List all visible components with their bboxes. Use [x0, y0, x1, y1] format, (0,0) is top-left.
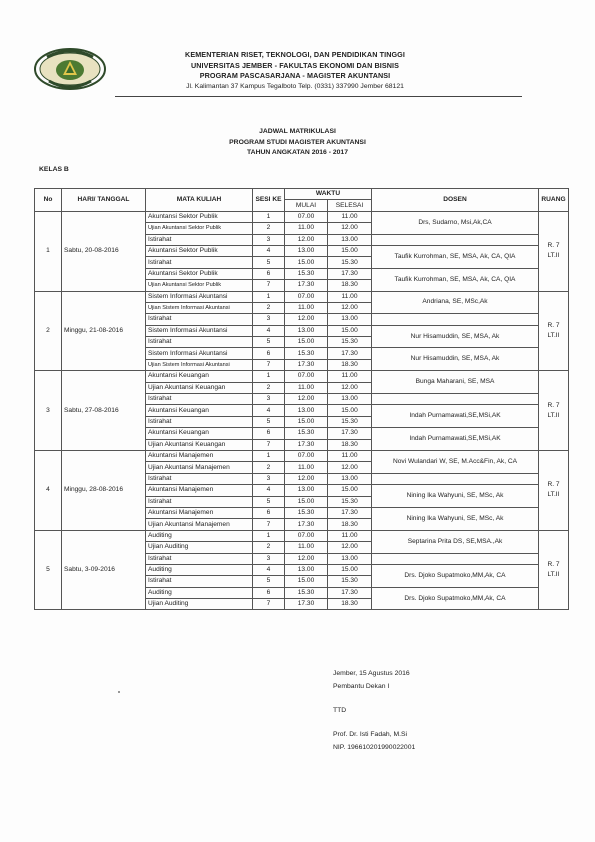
- room: [539, 530, 569, 610]
- time-end: 12.00: [328, 223, 372, 234]
- time-start: 07.00: [285, 291, 328, 302]
- course-name: Akuntansi Sektor Publik: [146, 245, 253, 256]
- course-name: Auditing: [146, 530, 253, 541]
- session-number: 6: [253, 428, 285, 439]
- time-start: 11.00: [285, 542, 328, 553]
- time-start: 17.30: [285, 280, 328, 291]
- lecturer: Andriana, SE, MSc,Ak: [372, 291, 539, 314]
- header-hari: HARI/ TANGGAL: [62, 189, 146, 212]
- time-start: 13.00: [285, 564, 328, 575]
- lecturer: Nining Ika Wahyuni, SE, MSc, Ak: [372, 507, 539, 530]
- time-end: 17.30: [328, 587, 372, 598]
- time-start: 11.00: [285, 462, 328, 473]
- time-end: 11.00: [328, 211, 372, 222]
- course-name: Istirahat: [146, 473, 253, 484]
- session-number: 7: [253, 439, 285, 450]
- time-end: 15.00: [328, 405, 372, 416]
- header-sesi: SESI KE: [253, 189, 285, 212]
- time-end: 12.00: [328, 542, 372, 553]
- signature-position: Pembantu Dekan I: [333, 683, 390, 690]
- session-number: 7: [253, 599, 285, 610]
- university-logo: [33, 47, 107, 91]
- course-name: Sistem Informasi Akuntansi: [146, 348, 253, 359]
- course-name: Auditing: [146, 564, 253, 575]
- time-start: 15.30: [285, 428, 328, 439]
- course-name: Istirahat: [146, 553, 253, 564]
- room: [539, 211, 569, 291]
- lecturer-empty: [372, 473, 539, 484]
- lecturer-empty: [372, 394, 539, 405]
- course-name: Istirahat: [146, 496, 253, 507]
- time-end: 15.30: [328, 416, 372, 427]
- table-row: [35, 211, 569, 222]
- time-start: 11.00: [285, 302, 328, 313]
- session-number: 3: [253, 394, 285, 405]
- course-name: Ujian Akuntansi Keuangan: [146, 439, 253, 450]
- time-start: 17.30: [285, 439, 328, 450]
- time-start: 13.00: [285, 485, 328, 496]
- row-number: 1: [35, 211, 62, 291]
- time-start: 11.00: [285, 223, 328, 234]
- time-end: 15.30: [328, 257, 372, 268]
- letterhead-divider: [115, 96, 522, 97]
- session-number: 5: [253, 257, 285, 268]
- session-number: 5: [253, 337, 285, 348]
- session-number: 7: [253, 519, 285, 530]
- course-name: Istirahat: [146, 416, 253, 427]
- document-title: [0, 127, 595, 159]
- course-name: Istirahat: [146, 576, 253, 587]
- time-end: 15.00: [328, 564, 372, 575]
- row-day-date: Sabtu, 3-09-2016: [62, 530, 146, 610]
- row-day-date: Sabtu, 20-08-2016: [62, 211, 146, 291]
- time-end: 13.00: [328, 314, 372, 325]
- session-number: 6: [253, 507, 285, 518]
- course-name: Istirahat: [146, 257, 253, 268]
- time-start: 12.00: [285, 553, 328, 564]
- time-end: 15.00: [328, 485, 372, 496]
- lecturer: Indah Purnamawati,SE,MSi,AK: [372, 428, 539, 451]
- time-end: 12.00: [328, 302, 372, 313]
- session-number: 1: [253, 291, 285, 302]
- time-start: 07.00: [285, 211, 328, 222]
- room-number: R. 7: [547, 401, 560, 409]
- course-name: Akuntansi Sektor Publik: [146, 211, 253, 222]
- lecturer-empty: [372, 553, 539, 564]
- time-start: 07.00: [285, 530, 328, 541]
- signature-nip: NIP. 196610201990022001: [333, 744, 416, 751]
- room-number: R. 7: [547, 481, 560, 489]
- course-name: Istirahat: [146, 337, 253, 348]
- course-name: Istirahat: [146, 234, 253, 245]
- session-number: 3: [253, 553, 285, 564]
- room-number: R. 7: [547, 561, 560, 569]
- session-number: 4: [253, 325, 285, 336]
- session-number: 7: [253, 359, 285, 370]
- header-selesai: SELESAI: [328, 200, 372, 211]
- session-number: 1: [253, 450, 285, 461]
- row-number: 2: [35, 291, 62, 371]
- time-start: 12.00: [285, 473, 328, 484]
- title-line-2: PROGRAM STUDI MAGISTER AKUNTANSI: [229, 138, 366, 146]
- time-end: 18.30: [328, 599, 372, 610]
- time-start: 13.00: [285, 325, 328, 336]
- row-day-date: Minggu, 28-08-2016: [62, 450, 146, 530]
- session-number: 7: [253, 280, 285, 291]
- letterhead: [150, 50, 440, 92]
- lecturer: Nur Hisamuddin, SE, MSA, Ak: [372, 348, 539, 371]
- course-name: Ujian Akuntansi Sektor Publik: [146, 223, 253, 234]
- signature-ttd: TTD: [333, 707, 347, 714]
- time-end: 18.30: [328, 439, 372, 450]
- time-end: 11.00: [328, 530, 372, 541]
- table-row: [35, 371, 569, 382]
- course-name: Akuntansi Keuangan: [146, 428, 253, 439]
- lecturer-empty: [372, 234, 539, 245]
- time-end: 15.30: [328, 337, 372, 348]
- header-mulai: MULAI: [285, 200, 328, 211]
- time-end: 17.30: [328, 268, 372, 279]
- session-number: 6: [253, 587, 285, 598]
- title-line-1: JADWAL MATRIKULASI: [259, 128, 336, 135]
- course-name: Istirahat: [146, 314, 253, 325]
- lecturer: Novi Wulandari W, SE, M.Acc&Fin, Ak, CA: [372, 450, 539, 473]
- header-waktu: WAKTU: [285, 189, 372, 200]
- course-name: Auditing: [146, 587, 253, 598]
- time-end: 18.30: [328, 519, 372, 530]
- letterhead-ministry: KEMENTERIAN RISET, TEKNOLOGI, DAN PENDIDIKAN TINGGI: [185, 50, 405, 59]
- table-row: [35, 530, 569, 541]
- time-end: 13.00: [328, 553, 372, 564]
- session-number: 4: [253, 245, 285, 256]
- time-start: 15.00: [285, 496, 328, 507]
- session-number: 2: [253, 382, 285, 393]
- schedule-table: [34, 188, 569, 610]
- course-name: Akuntansi Manajemen: [146, 450, 253, 461]
- class-label: KELAS B: [39, 166, 69, 173]
- session-number: 2: [253, 462, 285, 473]
- course-name: Ujian Akuntansi Manajemen: [146, 519, 253, 530]
- course-name: Akuntansi Sektor Publik: [146, 268, 253, 279]
- time-end: 15.30: [328, 576, 372, 587]
- header-no: No: [35, 189, 62, 212]
- time-end: 18.30: [328, 359, 372, 370]
- room-floor: LT.II: [547, 571, 560, 579]
- session-number: 1: [253, 371, 285, 382]
- lecturer-empty: [372, 314, 539, 325]
- lecturer: Nining Ika Wahyuni, SE, MSc, Ak: [372, 485, 539, 508]
- time-end: 11.00: [328, 291, 372, 302]
- session-number: 1: [253, 530, 285, 541]
- lecturer: Drs. Djoko Supatmoko,MM,Ak, CA: [372, 564, 539, 587]
- course-name: Sistem Informasi Akuntansi: [146, 325, 253, 336]
- time-start: 15.30: [285, 268, 328, 279]
- header-ruang: RUANG: [539, 189, 569, 212]
- time-start: 15.00: [285, 416, 328, 427]
- table-row: [35, 450, 569, 461]
- room-number: R. 7: [547, 242, 560, 250]
- course-name: Ujian Sistem Informasi Akuntansi: [146, 302, 253, 313]
- room-number: R. 7: [547, 321, 560, 329]
- time-end: 17.30: [328, 507, 372, 518]
- course-name: Akuntansi Manajemen: [146, 507, 253, 518]
- room: [539, 291, 569, 371]
- row-day-date: Minggu, 21-08-2016: [62, 291, 146, 371]
- room-floor: LT.II: [547, 331, 560, 339]
- time-start: 15.00: [285, 337, 328, 348]
- lecturer: Nur Hisamuddin, SE, MSA, Ak: [372, 325, 539, 348]
- room-floor: LT.II: [547, 491, 560, 499]
- time-start: 17.30: [285, 359, 328, 370]
- time-end: 12.00: [328, 462, 372, 473]
- room: [539, 371, 569, 451]
- room-floor: LT.II: [547, 252, 560, 260]
- schedule-body: [35, 211, 569, 610]
- time-start: 13.00: [285, 405, 328, 416]
- time-start: 07.00: [285, 450, 328, 461]
- lecturer: Bunga Maharani, SE, MSA: [372, 371, 539, 394]
- header-dosen: DOSEN: [372, 189, 539, 212]
- row-number: 4: [35, 450, 62, 530]
- course-name: Akuntansi Keuangan: [146, 405, 253, 416]
- time-start: 15.00: [285, 576, 328, 587]
- course-name: Ujian Akuntansi Manajemen: [146, 462, 253, 473]
- table-row: [35, 291, 569, 302]
- row-number: 3: [35, 371, 62, 451]
- letterhead-program: PROGRAM PASCASARJANA - MAGISTER AKUNTANSI: [199, 71, 391, 80]
- time-start: 15.30: [285, 507, 328, 518]
- time-end: 13.00: [328, 394, 372, 405]
- lecturer: Septarina Prita DS, SE,MSA.,Ak: [372, 530, 539, 553]
- session-number: 4: [253, 405, 285, 416]
- course-name: Akuntansi Keuangan: [146, 371, 253, 382]
- time-start: 15.30: [285, 348, 328, 359]
- session-number: 2: [253, 542, 285, 553]
- time-start: 17.30: [285, 599, 328, 610]
- time-end: 15.00: [328, 245, 372, 256]
- header-mata-kuliah: MATA KULIAH: [146, 189, 253, 212]
- time-start: 11.00: [285, 382, 328, 393]
- course-name: Ujian Auditing: [146, 542, 253, 553]
- lecturer: Drs, Sudarno, Msi,Ak,CA: [372, 211, 539, 234]
- session-number: 5: [253, 576, 285, 587]
- time-end: 18.30: [328, 280, 372, 291]
- session-number: 1: [253, 211, 285, 222]
- time-end: 15.30: [328, 496, 372, 507]
- time-end: 17.30: [328, 428, 372, 439]
- room: [539, 450, 569, 530]
- time-end: 17.30: [328, 348, 372, 359]
- session-number: 5: [253, 416, 285, 427]
- lecturer: Taufik Kurrohman, SE, MSA, Ak, CA, QIA: [372, 268, 539, 291]
- time-end: 15.00: [328, 325, 372, 336]
- time-end: 11.00: [328, 450, 372, 461]
- session-number: 3: [253, 234, 285, 245]
- course-name: Ujian Akuntansi Sektor Publik: [146, 280, 253, 291]
- time-start: 12.00: [285, 394, 328, 405]
- session-number: 2: [253, 302, 285, 313]
- row-number: 5: [35, 530, 62, 610]
- session-number: 4: [253, 485, 285, 496]
- row-day-date: Sabtu, 27-08-2016: [62, 371, 146, 451]
- session-number: 2: [253, 223, 285, 234]
- time-start: 12.00: [285, 314, 328, 325]
- session-number: 6: [253, 268, 285, 279]
- time-start: 12.00: [285, 234, 328, 245]
- time-end: 13.00: [328, 234, 372, 245]
- lecturer: Drs. Djoko Supatmoko,MM,Ak, CA: [372, 587, 539, 610]
- time-end: 12.00: [328, 382, 372, 393]
- lecturer: Taufik Kurrohman, SE, MSA, Ak, CA, QIA: [372, 245, 539, 268]
- letterhead-address: Jl. Kalimantan 37 Kampus Tegalboto Telp. (0331) 337990 Jember 68121: [186, 82, 404, 90]
- time-start: 15.30: [285, 587, 328, 598]
- session-number: 3: [253, 314, 285, 325]
- session-number: 5: [253, 496, 285, 507]
- course-name: Ujian Auditing: [146, 599, 253, 610]
- course-name: Ujian Sistem Informasi Akuntansi: [146, 359, 253, 370]
- time-start: 07.00: [285, 371, 328, 382]
- session-number: 4: [253, 564, 285, 575]
- signature-name: Prof. Dr. Isti Fadah, M.Si: [333, 731, 408, 738]
- course-name: Istirahat: [146, 394, 253, 405]
- course-name: Ujian Akuntansi Keuangan: [146, 382, 253, 393]
- letterhead-university: UNIVERSITAS JEMBER - FAKULTAS EKONOMI DAN BISNIS: [190, 60, 400, 70]
- lecturer: Indah Purnamawati,SE,MSi,AK: [372, 405, 539, 428]
- time-start: 17.30: [285, 519, 328, 530]
- session-number: 6: [253, 348, 285, 359]
- title-line-3: TAHUN ANGKATAN 2016 - 2017: [247, 149, 348, 156]
- session-number: 3: [253, 473, 285, 484]
- course-name: Akuntansi Manajemen: [146, 485, 253, 496]
- room-floor: LT.II: [547, 411, 560, 419]
- time-end: 11.00: [328, 371, 372, 382]
- course-name: Sistem Informasi Akuntansi: [146, 291, 253, 302]
- time-end: 13.00: [328, 473, 372, 484]
- time-start: 15.00: [285, 257, 328, 268]
- scan-speck: [118, 691, 120, 693]
- time-start: 13.00: [285, 245, 328, 256]
- signature-place-date: Jember, 15 Agustus 2016: [333, 670, 410, 677]
